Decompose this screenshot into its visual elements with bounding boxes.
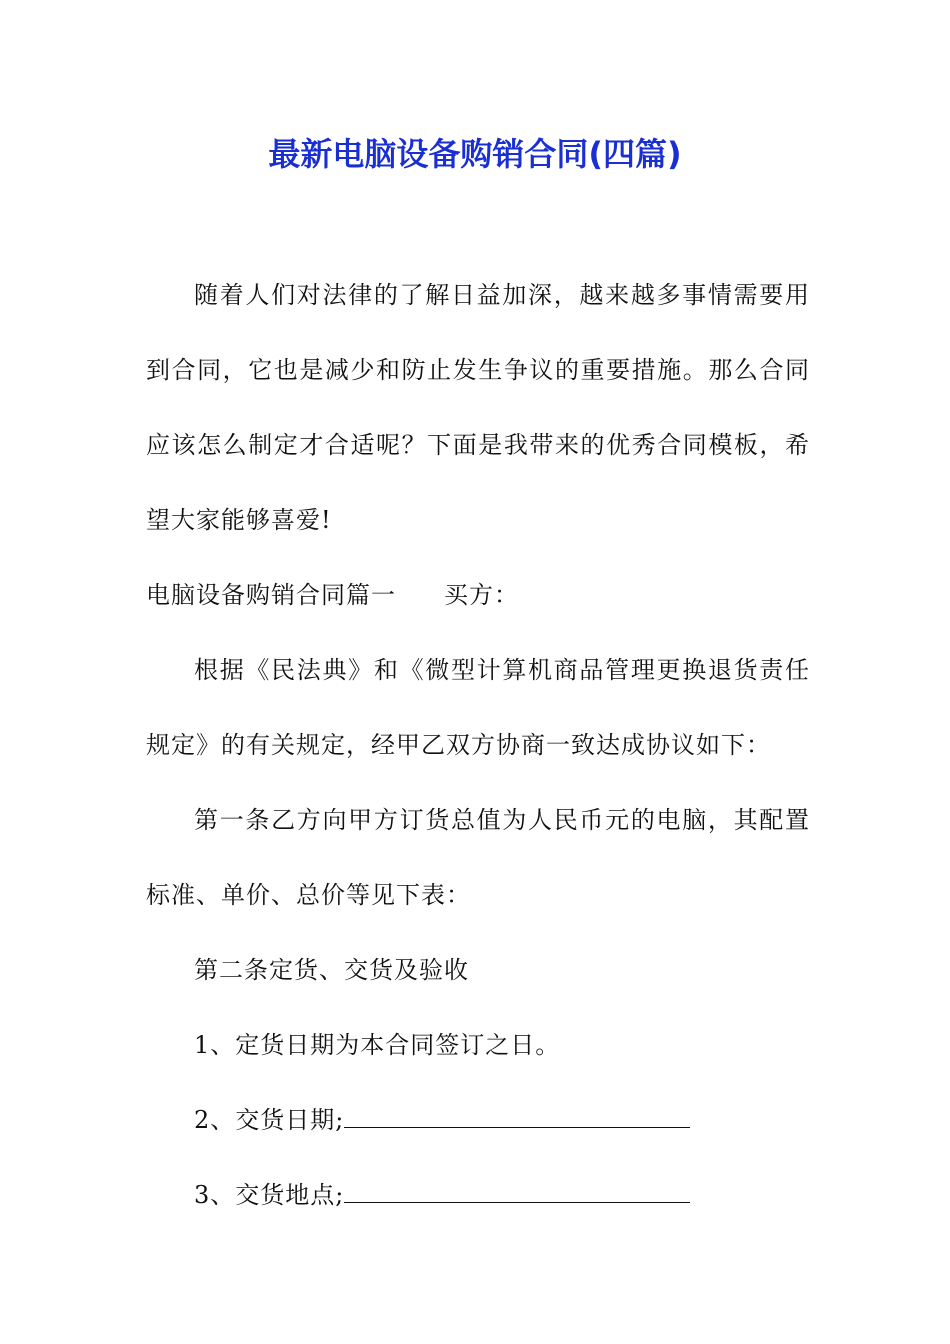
article-1-paragraph: 第一条乙方向甲方订货总值为人民币元的电脑，其配置标准、单价、总价等见下表：	[146, 806, 810, 909]
intro-paragraph: 随着人们对法律的了解日益加深，越来越多事情需要用到合同，它也是减少和防止发生争议的重要措施。那么合同应该怎么制定才合适呢？下面是我带来的优秀合同模板，希望大家能够喜爱!	[146, 281, 810, 534]
item-3-line	[146, 1158, 810, 1233]
delivery-date-blank	[344, 1107, 690, 1128]
delivery-place-blank	[344, 1182, 690, 1203]
document-title: 最新电脑设备购销合同(四篇)	[268, 135, 682, 173]
section-heading-line	[146, 558, 810, 633]
article-2-heading: 第二条定货、交货及验收	[194, 956, 469, 984]
section-heading: 电脑设备购销合同篇一	[146, 581, 396, 609]
basis-paragraph: 根据《民法典》和《微型计算机商品管理更换退货责任规定》的有关规定，经甲乙双方协商一致达成协议如下：	[146, 656, 810, 759]
document-body	[146, 258, 810, 1233]
item-2-line	[146, 1083, 810, 1158]
item-3-label: 3、交货地点;	[194, 1181, 345, 1209]
buyer-label: 买方：	[444, 581, 519, 609]
item-2-label: 2、交货日期;	[194, 1106, 345, 1134]
item-1-paragraph: 1、定货日期为本合同签订之日。	[194, 1031, 561, 1059]
